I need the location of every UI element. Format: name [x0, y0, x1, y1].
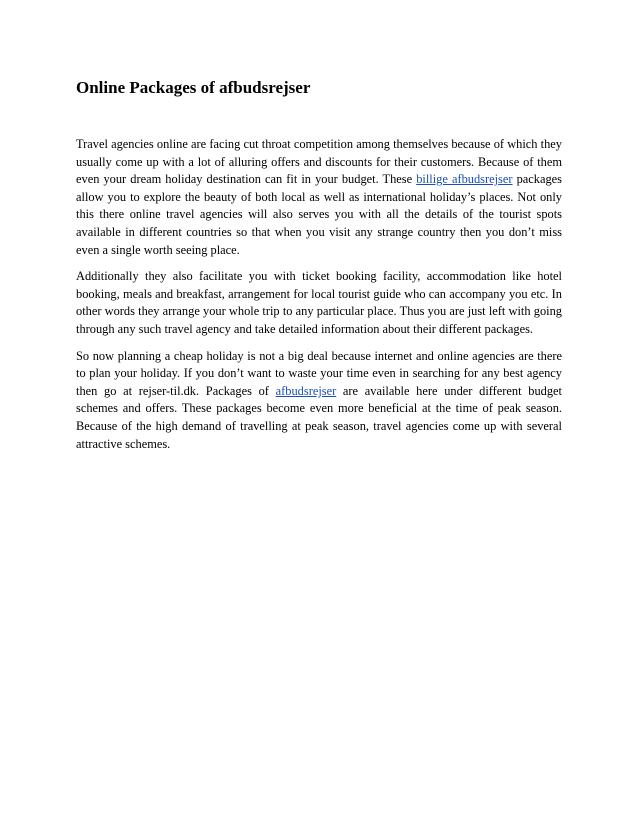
link-billige-afbudsrejser[interactable]: billige afbudsrejser: [416, 172, 513, 187]
document-content: [76, 78, 562, 462]
paragraph-1-text-before: Travel agencies online are facing cut throat competition among themselves because of which they usually come up with a lot of alluring offers and discounts for their customers. Because of them even your dream holiday destination can fit in your budget. These: [76, 137, 562, 187]
paragraph-1: [76, 136, 562, 259]
paragraph-2: Additionally they also facilitate you with ticket booking facility, accommodation like hotel booking, meals and breakfast, arrangement for local tourist guide who can accompany you etc. In other words they arrange your whole trip to any particular place. Thus you are just left with going through any such travel agency and take detailed information about their different packages.: [76, 269, 562, 336]
paragraph-3-text-before: So now planning a cheap holiday is not a big deal because internet and online agencies are there to plan your holiday. If you don’t want to waste your time even in searching for any best agency then go at rejser-til.dk. Packages of: [76, 348, 562, 398]
paragraph-3: [76, 348, 562, 454]
link-afbudsrejser[interactable]: afbudsrejser: [275, 383, 337, 398]
paragraph-1-text-after: packages allow you to explore the beauty of both local as well as international holiday’s places. Not only this there online travel agencies will also serves you with all the details of the tourist spots available in different countries so that when you visit any strange country then you don’t miss even a single worth seeing place.: [76, 172, 562, 257]
page-title: Online Packages of afbudsrejser: [76, 78, 311, 97]
paragraph-3-text-after: are available here under different budget schemes and offers. These packages become even more beneficial at the time of peak season. Because of the high demand of travelling at peak season, travel agencies come up with several attractive schemes.: [76, 383, 562, 451]
